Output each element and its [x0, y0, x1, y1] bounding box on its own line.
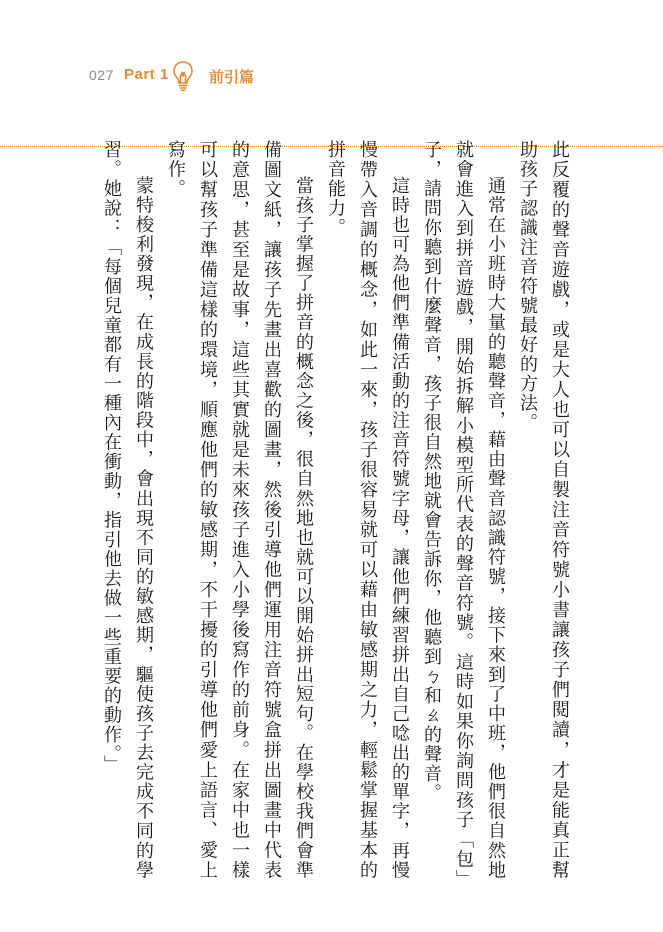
page-header [0, 58, 663, 98]
part-label: Part 1 [124, 66, 169, 83]
page-number: 027 [89, 67, 114, 83]
paragraph: 此反覆的聲音遊戲，或是大人也可以自製注音符號小書讓孩子們閱讀，才是能真正幫助孩子認識注音符號最好的方法。 [517, 140, 570, 880]
paragraph: 當孩子掌握了拼音的概念之後，很自然地也就可以開始拼出短句。在學校我們會準備圖文紙，讓孩子先畫出喜歡的圖畫，然後引導他們運用注音符號盒拼出圖畫中代表的意思，甚至是故事，這些其實就是未來孩子進入小學後寫作的前身。在家中也一樣可以幫孩子準備這樣的環境，順應他們的敏感期，不干擾的引導他們愛上語言、愛上寫作。 [165, 140, 314, 880]
paragraph: 通常在小班時大量的聽聲音，藉由聲音認識符號，接下來到了中班，他們很自然地就會進入到拼音遊戲，開始拆解小模型所代表的聲音符號。這時如果你詢問孩子「包」子，請問你聽到什麼聲音，孩子很自然地就會告訴你，他聽到ㄅ和ㄠ的聲音。 [421, 140, 506, 880]
paragraph: 蒙特梭利發現，在成長的階段中，會出現不同的敏感期，驅使孩子去完成不同的學習。她說：「每個兒童都有一種內在衝動，指引他去做一些重要的動作。」 [101, 140, 154, 880]
section-title: 前引篇 [209, 68, 255, 86]
lightbulb-icon [170, 58, 196, 92]
body-text [75, 140, 575, 880]
paragraph: 這時也可為他們準備活動的注音符號字母，讓他們練習拼出自己唸出的單字，再慢慢帶入音調的概念，如此一來，孩子很容易就可以藉由敏感期之力，輕鬆掌握基本的拼音能力。 [325, 140, 410, 880]
